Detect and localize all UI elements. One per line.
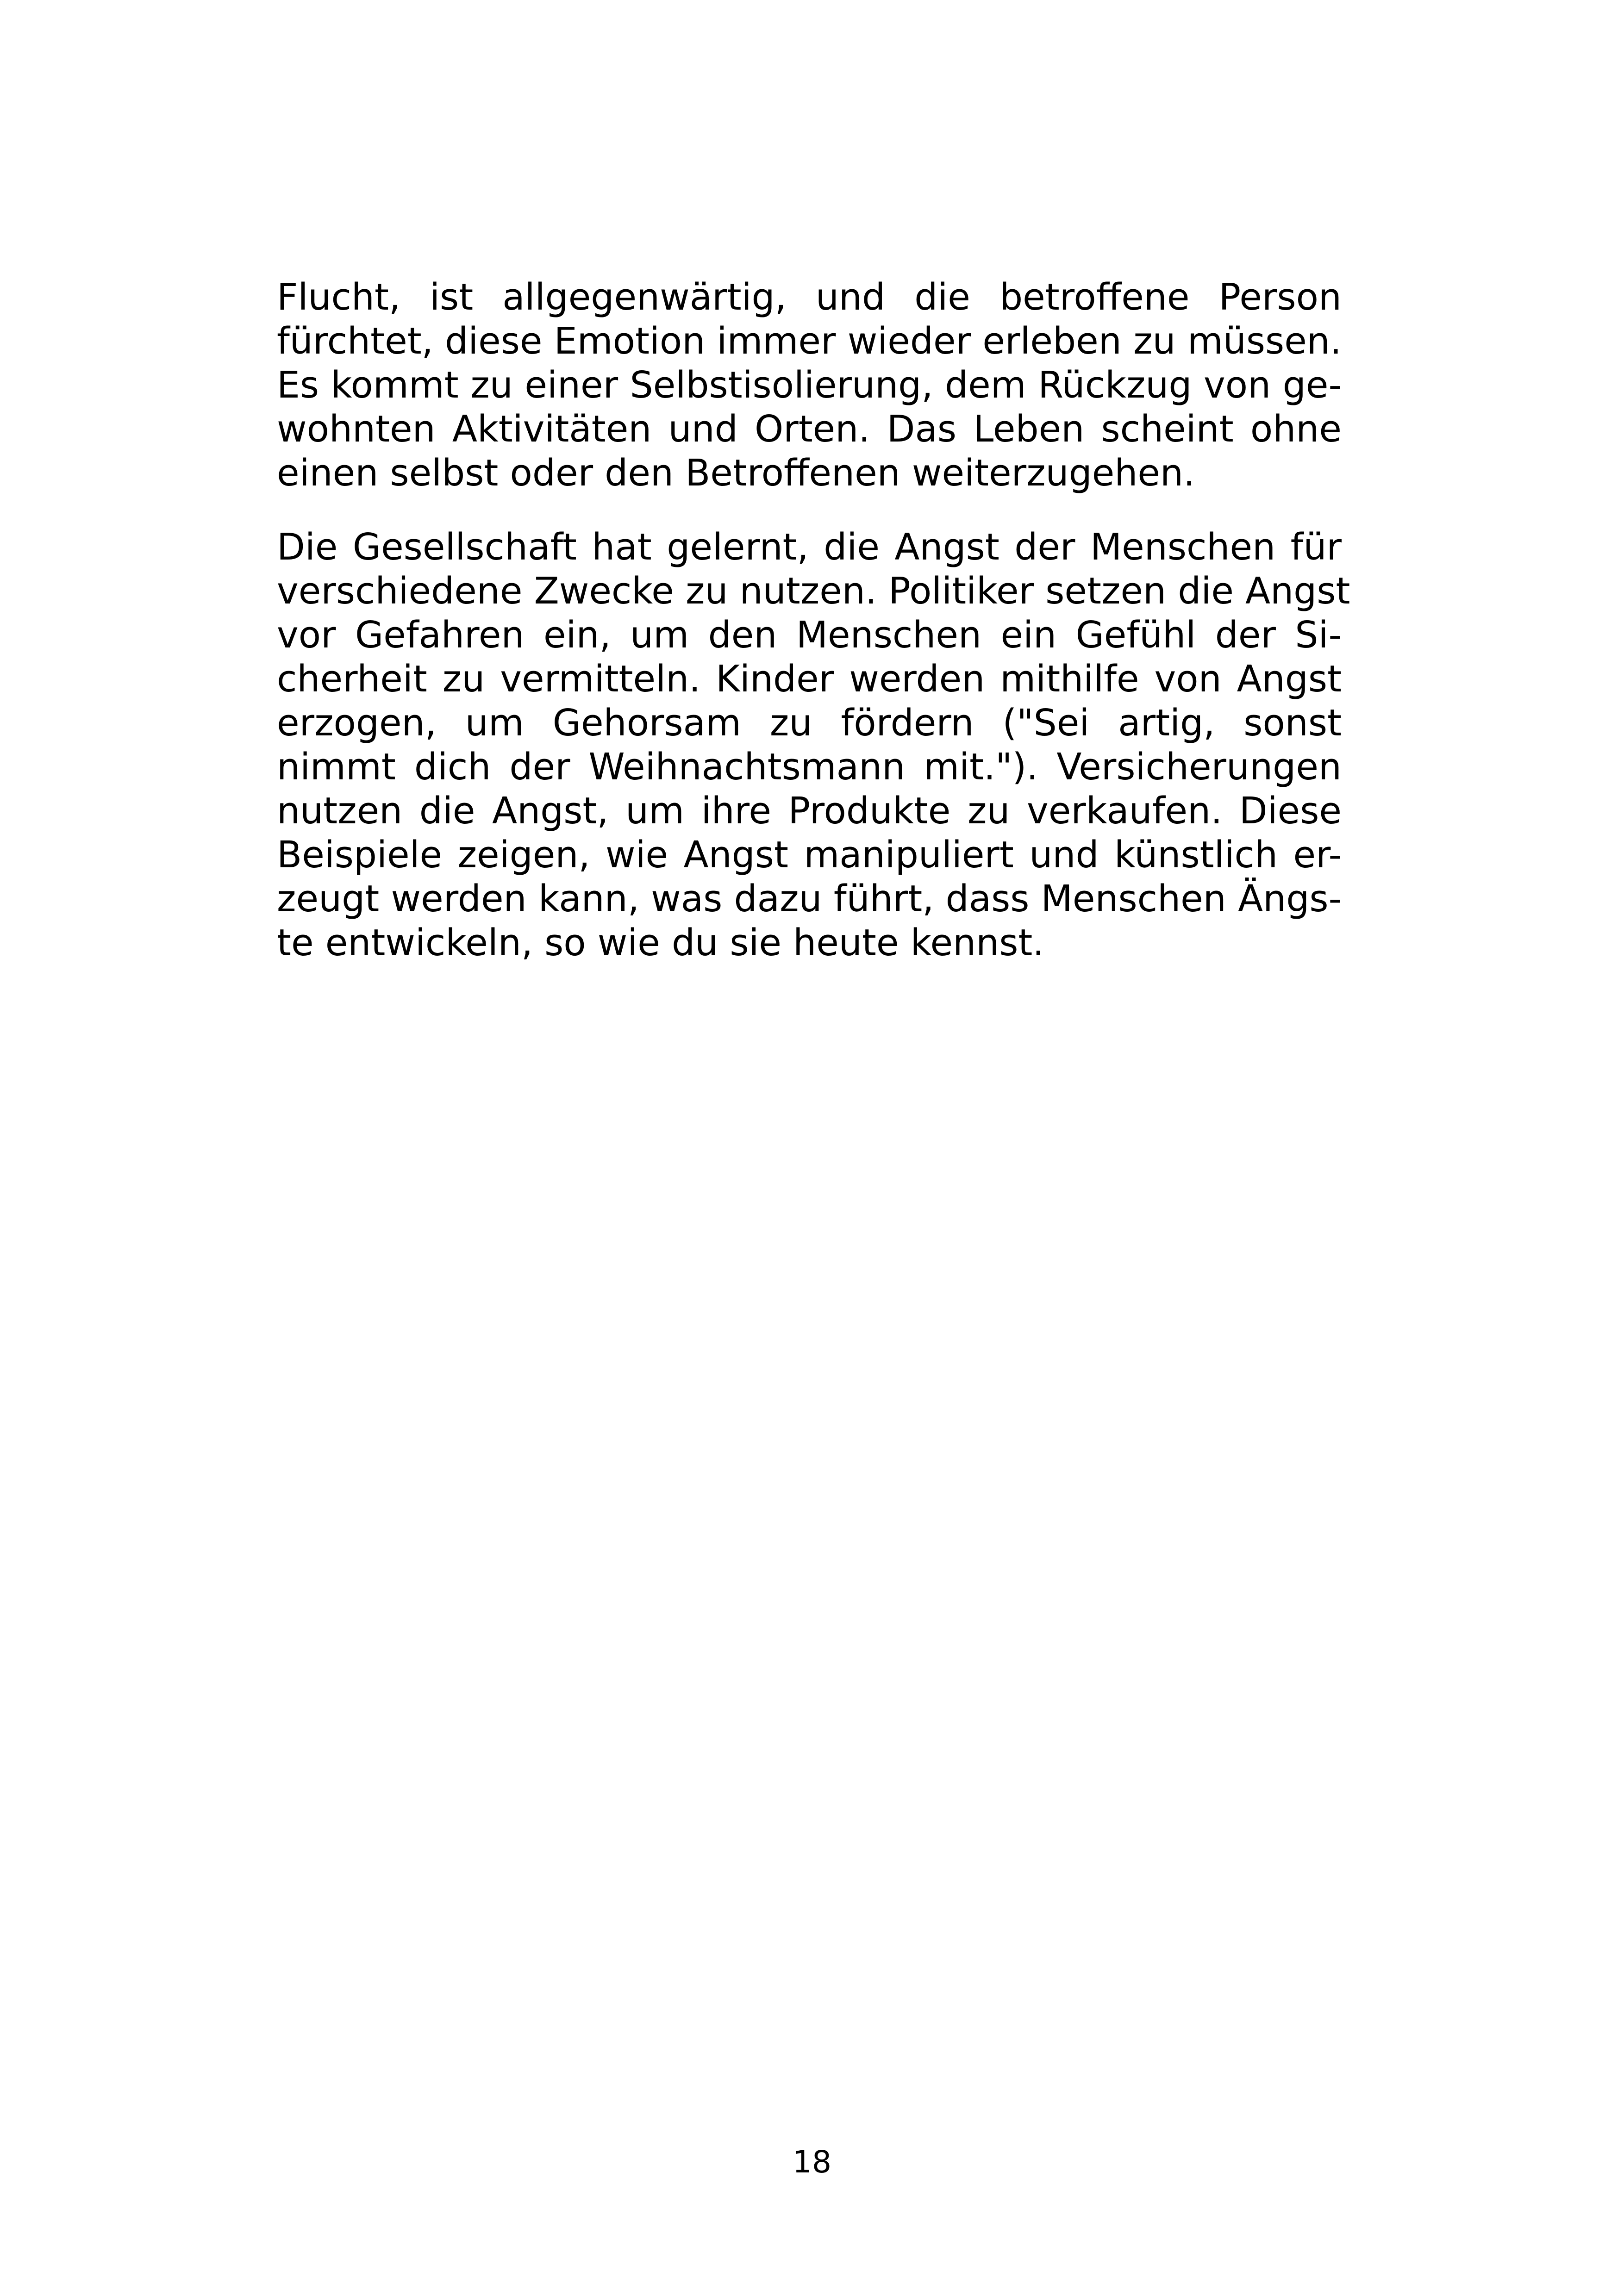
text-line: Beispiele zeigen, wie Angst manipuliert und künstlich er- [277, 834, 1342, 876]
paragraph-spacer [277, 495, 1342, 525]
paragraph-2 [277, 525, 1350, 965]
text-line: cherheit zu vermitteln. Kinder werden mithilfe von Angst [277, 658, 1342, 700]
text-line: fürchtet, diese Emotion immer wieder erleben zu müssen. [277, 320, 1342, 362]
text-line: erzogen, um Gehorsam zu fördern ("Sei artig, sonst [277, 702, 1342, 744]
text-line: nimmt dich der Weihnachtsmann mit."). Versicherungen [277, 746, 1342, 788]
text-line: einen selbst oder den Betroffenen weiterzugehen. [277, 452, 1195, 494]
paragraph-1 [277, 275, 1342, 495]
text-line: Es kommt zu einer Selbstisolierung, dem Rückzug von ge- [277, 364, 1342, 406]
text-line: zeugt werden kann, was dazu führt, dass Menschen Ängs- [277, 877, 1342, 920]
text-line: wohnten Aktivitäten und Orten. Das Leben scheint ohne [277, 408, 1342, 450]
body-text [277, 275, 1350, 965]
text-line: vor Gefahren ein, um den Menschen ein Gefühl der Si- [277, 614, 1342, 656]
page-number: 18 [793, 2144, 831, 2180]
text-line: Flucht, ist allgegenwärtig, und die betroffene Person [277, 276, 1342, 318]
text-line: verschiedene Zwecke zu nutzen. Politiker setzen die Angst [277, 570, 1350, 612]
text-line: Die Gesellschaft hat gelernt, die Angst der Menschen für [277, 526, 1342, 568]
text-line: te entwickeln, so wie du sie heute kennst. [277, 921, 1044, 964]
text-line: nutzen die Angst, um ihre Produkte zu verkaufen. Diese [277, 790, 1342, 832]
